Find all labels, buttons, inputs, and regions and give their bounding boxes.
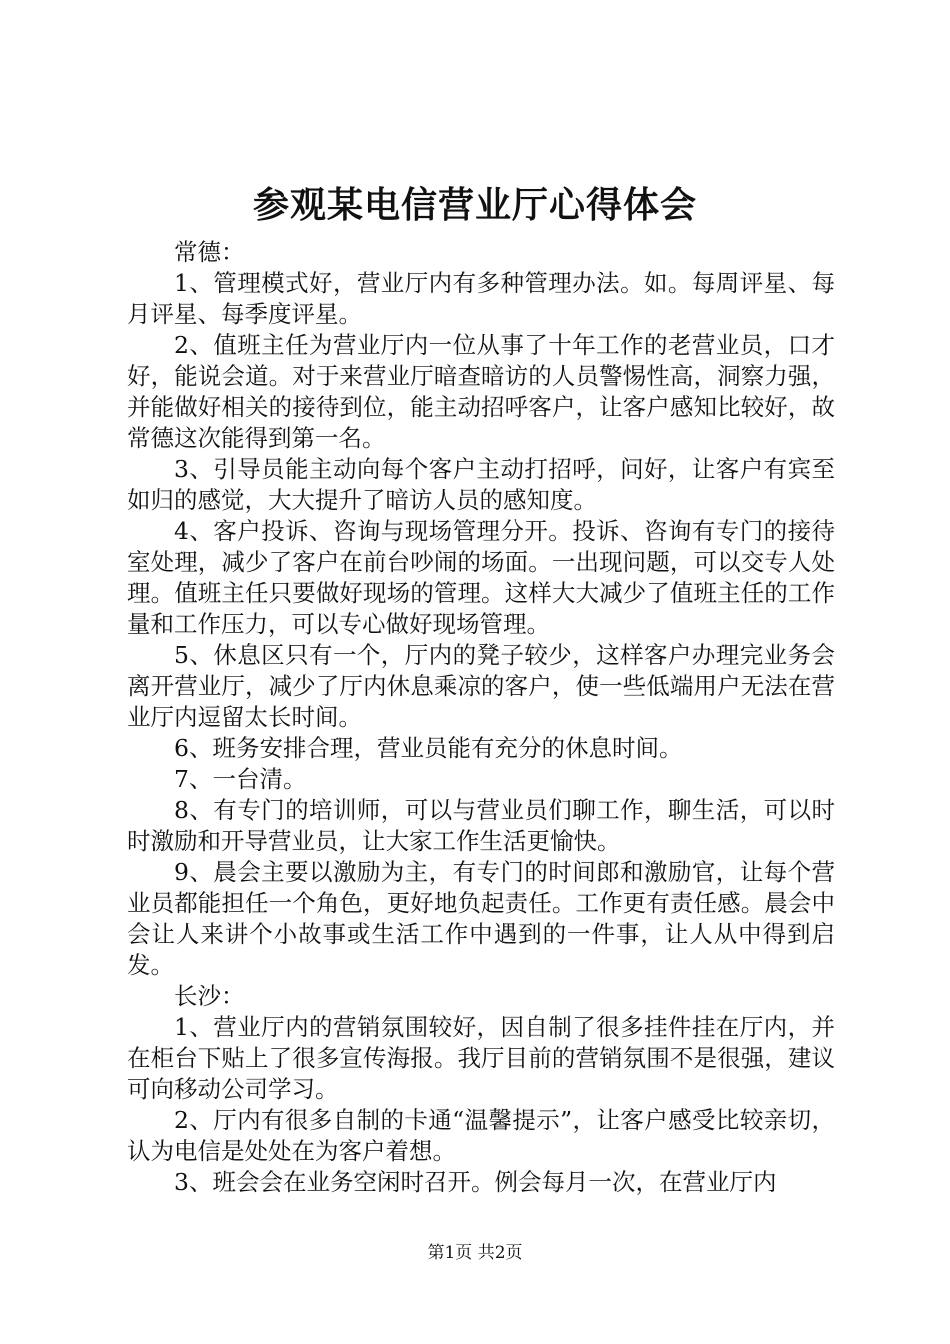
paragraph: 1、营业厅内的营销氛围较好，因自制了很多挂件挂在厅内，并在柜台下贴上了很多宣传海报。我厅目前的营销氛围不是很强，建议可向移动公司学习。	[127, 1013, 835, 1103]
paragraph: 4、客户投诉、咨询与现场管理分开。投诉、咨询有专门的接待室处理，减少了客户在前台吵闹的场面。一出现问题，可以交专人处理。值班主任只要做好现场的管理。这样大大减少了值班主任的工作量和工作压力，可以专心做好现场管理。	[127, 517, 835, 638]
paragraph: 5、休息区只有一个，厅内的凳子较少，这样客户办理完业务会离开营业厅，减少了厅内休息乘凉的客户，使一些低端用户无法在营业厅内逗留太长时间。	[127, 641, 835, 731]
document-title: 参观某电信营业厅心得体会	[252, 184, 697, 226]
page-number-footer: 第1页 共2页	[427, 1243, 523, 1263]
paragraph: 3、班会会在业务空闲时召开。例会每月一次，在营业厅内	[174, 1168, 777, 1196]
paragraph: 常德：	[174, 238, 245, 266]
paragraph: 6、班务安排合理，营业员能有充分的休息时间。	[174, 734, 683, 762]
paragraph: 9、晨会主要以激励为主，有专门的时间郎和激励官，让每个营业员都能担任一个角色，更好地负起责任。工作更有责任感。晨会中会让人来讲个小故事或生活工作中遇到的一件事，让人从中得到启发。	[127, 858, 835, 979]
paragraph: 2、值班主任为营业厅内一位从事了十年工作的老营业员，口才好，能说会道。对于来营业厅暗查暗访的人员警惕性高，洞察力强，并能做好相关的接待到位，能主动招呼客户，让客户感知比较好，故常德这次能得到第一名。	[127, 331, 835, 452]
paragraph: 长沙：	[174, 982, 245, 1010]
paragraph: 1、管理模式好，营业厅内有多种管理办法。如。每周评星、每月评星、每季度评星。	[127, 269, 835, 328]
paragraph: 8、有专门的培训师，可以与营业员们聊工作，聊生活，可以时时激励和开导营业员，让大家工作生活更愉快。	[127, 796, 835, 855]
paragraph: 2、厅内有很多自制的卡通“温馨提示”，让客户感受比较亲切，认为电信是处处在为客户着想。	[127, 1106, 835, 1165]
paragraph: 3、引导员能主动向每个客户主动打招呼，问好，让客户有宾至如归的感觉，大大提升了暗访人员的感知度。	[127, 455, 835, 514]
paragraph: 7、一台清。	[174, 765, 307, 793]
document-body	[127, 237, 835, 1198]
